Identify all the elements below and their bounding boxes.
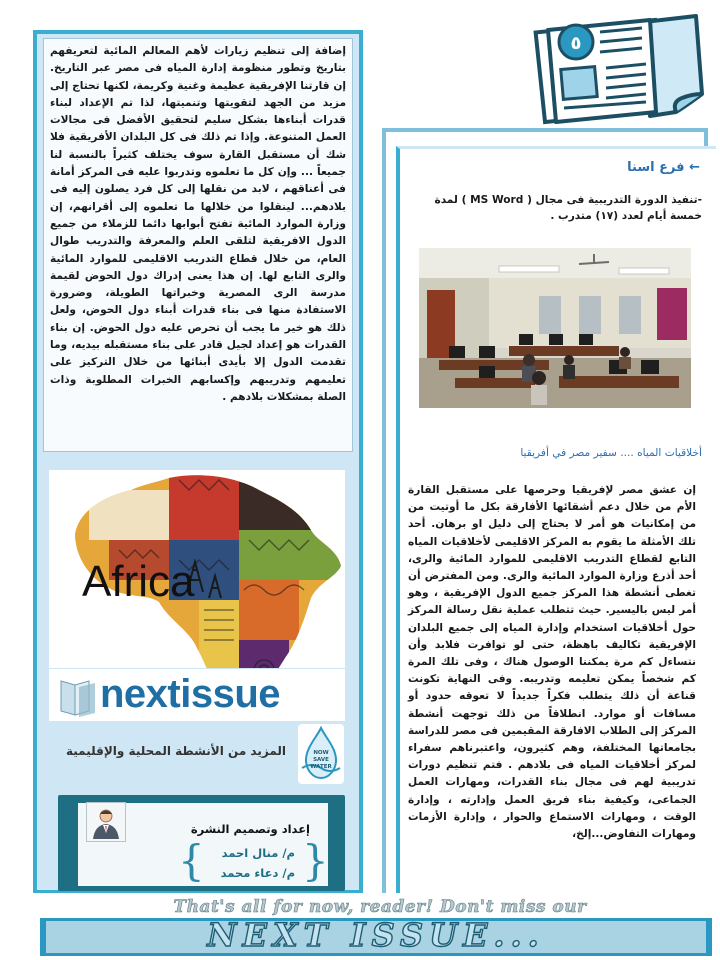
newspaper-icon xyxy=(526,8,714,134)
arrow-left-icon: ← xyxy=(689,160,700,175)
person-avatar-icon xyxy=(86,802,126,842)
save-water-word-3: WATER xyxy=(310,764,332,770)
credit-name-2: م/ دعاء محمد xyxy=(220,866,295,880)
more-activities-heading: المزيد من الأنشطة المحلية والإقليمية xyxy=(65,744,286,758)
credits-title: إعداد وتصميم النشرة xyxy=(190,822,310,836)
next-issue-logo-text: nextissue xyxy=(100,672,281,716)
credit-name-1: م/ منال احمد xyxy=(221,846,295,860)
page-number: ٥ xyxy=(570,33,582,54)
branch-heading-text: فرع اسنا xyxy=(627,160,685,175)
africa-label: Africa xyxy=(82,557,195,606)
save-water-logo xyxy=(298,724,344,784)
water-ethics-heading: أخلاقيات المياه .... سفير مصر في أفريقيا xyxy=(520,447,702,459)
left-article-text: إضافة إلى تنظيم زيارات لأهم المعالم المائية لتعريفهم بتاريخ وتطور منظومة إدارة المياه فى مصر عبر التاريخ. إن قارتنا الإفريقية عظيمة وغنية وكريمة، لكنها تحتاج إلى مزيد من الجهد لتقويتها وتنميتها، لذا تم الإعداد لبناء قدرات أبناءها بشكل سليم لتحقيق الأفضل فى مجالات العمل المتنوعة. وإذا تم ذلك فى كل البلدان الأفريقية فلا شك أن مستقبل القارة سوف يختلف كثيراً بالنسبة لنا جميعاً ... وإن كل ما تعلموه وتدربوا عليه فى المركز أمانة فى أعناقهم ، لابد من نقلها إلى كل فرد يصلون إليه فى بلادهم... لينقلوا من خلالها ما تعلموه إلى أقرانهم، إن وزارة الموارد المائية تفتح أبوابها دائما للزملاء من جميع الدول الافريقية لتلقى العلم والمعرفة والتدريب طوال العام، من خلال قطاع التدريب الاقليمى للموارد المائية والرى التابع لها. إن هذا يعنى إدراك دول الحوض لقيمة مدرسة الرى المصرية وخبراتها الطويلة، وضرورة الاستفادة منها فى بناء قدرات أبناء دول الحوض، ولعل ذلك هو خير ما يجب أن تحرص عليه دول الحوض. إن بناء القدرات هو إعداد لجيل قادر على بناء مستقبله بيديه، وما تقدمت الدول إلا بأيدى أبنائها من خلال التركيز على تعليمهم وتدريبهم وإكسابهم الخبرات المطلوبة وذات الصلة بمشكلات بلادهم . xyxy=(43,38,353,452)
branch-heading xyxy=(560,160,700,175)
save-water-word-1: NOW xyxy=(313,750,329,756)
save-water-word-2: SAVE xyxy=(313,757,329,763)
branch-description: -تنفيذ الدورة التدريبية فى مجال ( MS Word ) لمدة خمسة أيام لعدد (١٧) متدرب . xyxy=(434,194,702,222)
training-room-photo xyxy=(419,248,691,408)
banner-next-issue: NEXT ISSUE... xyxy=(207,916,545,954)
brace-left: { xyxy=(178,836,205,885)
banner-tagline: That's all for now, reader! Don't miss our xyxy=(173,897,587,917)
right-article-text: إن عشق مصر لإفريقيا وحرصها على مستقبل القارة الأم من خلال دعم أشقائها الأفارقة بكل ما أوتيت من من إمكانيات هو أمر لا يحتاج إلى دليل او برهان. أحد تلك الأمثلة ما يقوم به المركز الاقليمى لأخلاقيات المياه التابع لقطاع التدريب الاقليمى للموارد المائية والرى، أحد أذرع وزارة الموارد المائية والرى. ومن المفترض أن تغطى أنشطة هذا المركز جميع الدول الإفريقية ، وهو أمر ليس باليسير. حيث تتطلب عملية نقل رسالة المركز حول أخلاقيات استخدام وإدارة المياه إلى جميع البلدان الإفريقية تكاليف باهظة، حتى لو توافرت فلابد وأن نتساءل كم مرة يمكننا الوصول هناك ، وفى تلك المرة كم شخصاً يمكن تعليمه وتدريبه. وفى النهاية تكونت قناعة أن ذلك يتطلب فكراً جديداً لا تعوقه حدود أو مسافات أو موارد. انطلاقاً من ذلك توجهت أنشطة المركز إلى الطلاب الافارقة المقيمين فى مصر للدراسة بجامعاتها المختلفة، وهم كثيرون، واعتبرناهم سفراء لمركز أخلاقيات المياه فى بلادهم . فتم تنظيم دورات تدريبية لهم فى مجال بناء القدرات، ومهارات العمل الجماعى، وكيفية بناء فريق العمل وإدارته ، وإدارة الوقت ، ومهارات الاستماع والحوار ، وإدارة الأزمات ومهارات التفاوض...إلخ، xyxy=(404,480,700,890)
brace-right: } xyxy=(302,836,329,885)
